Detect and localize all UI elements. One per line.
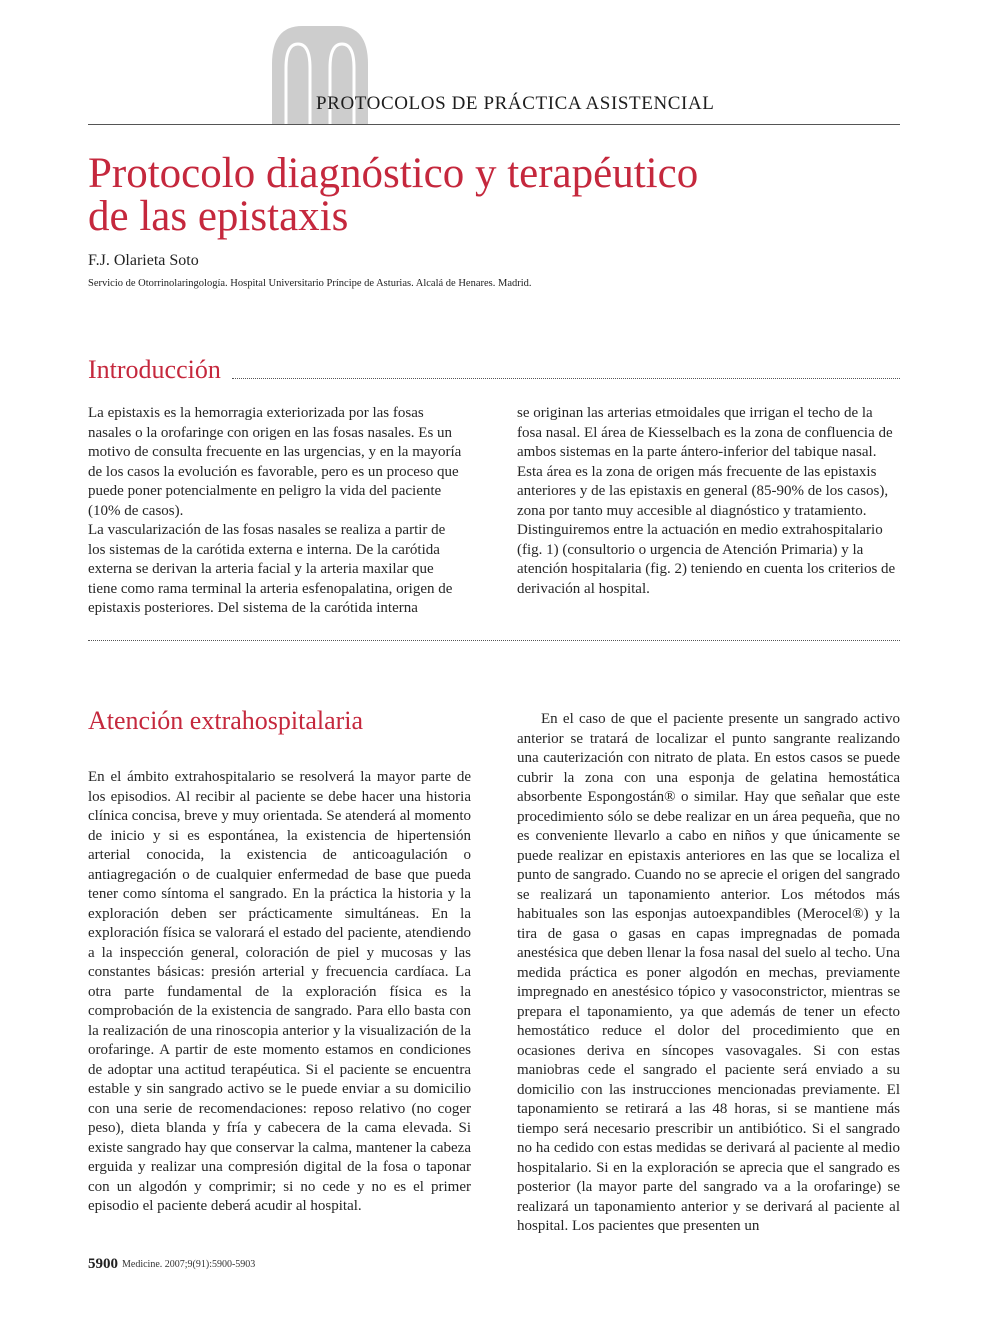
intro-bottom-dotted-rule [88, 640, 900, 641]
intro-left-paragraph-2: La vascularización de las fosas nasales se realiza a partir de los sistemas de la carótida externa e interna. De la carótida externa se derivan la arteria facial y la arteria maxilar que tiene como rama terminal la arteria esfenopalatina, origen de epistaxis posteriores. Del sistema de la carótida interna [88, 522, 453, 616]
affiliation: Servicio de Otorrinolaringología. Hospital Universitario Príncipe de Asturias. Alcalá de Henares. Madrid. [88, 278, 532, 289]
intro-right-paragraph-2: Distinguiremos entre la actuación en medio extrahospitalario (fig. 1) (consultorio o urgencia de Atención Primaria) y la atención hospitalaria (fig. 2) teniendo en cuenta los criterios de derivación al hospital. [517, 522, 896, 597]
extrahospital-heading: Atención extrahospitalaria [88, 706, 364, 735]
page-number: 5900 [88, 1256, 118, 1272]
intro-right-column [517, 404, 900, 599]
intro-left-column [88, 404, 462, 619]
extrahospital-right-column [517, 710, 900, 1237]
article-title [88, 152, 888, 238]
header-divider [88, 124, 900, 125]
intro-heading-dotted-rule [232, 378, 900, 379]
journal-citation: Medicine. 2007;9(91):5900-5903 [122, 1259, 256, 1270]
extrahospital-left-paragraph: En el ámbito extrahospitalario se resolverá la mayor parte de los episodios. Al recibir al paciente se debe hacer una historia clínica concisa, breve y muy orientada. Se atenderá al momento de inicio y si es espontánea, la existencia de hipertensión arterial conocida, la existencia de anticoagulación o antiagregación o de cualquier enfermedad de base que pueda tener como síntoma el sangrado. En la práctica la historia y la exploración deben ser prácticamente simultáneas. En la exploración física se valorará el estado del paciente, atendiendo a la inspección general, coloración de piel y mucosas y las constantes básicas: presión arterial y frecuencia cardíaca. La otra parte fundamental de la exploración física es la comprobación de la existencia de sangrado. Para ello basta con la realización de una rinoscopia anterior y la visualización de la orofaringe. A partir de este momento estamos en condiciones de adoptar una actitud terapéutica. Si el paciente se encuentra estable y sin sangrado activo se le puede enviar a su domicilio con una serie de recomendaciones: reposo relativo (no coger peso), dieta blanda y fría y cabecera de la cama elevada. Si existe sangrado hay que conservar la calma, mantener la cabeza erguida y realizar una compresión digital de la fosa o taponar con un algodón y comprimir; si no cede y no es el primer episodio el paciente deberá acudir al hospital. [88, 769, 471, 1214]
title-line-2: de las epistaxis [88, 193, 349, 240]
intro-right-paragraph-1: se originan las arterias etmoidales que irrigan el techo de la fosa nasal. El área de Kiesselbach es la zona de confluencia de ambos sistemas en la parte ántero-inferior del tabique nasal. Esta área es la zona de origen más frecuente de las epistaxis anteriores y de las epistaxis en general (85-90% de los casos), zona por tanto muy accesible al diagnóstico y tratamiento. [517, 405, 893, 519]
section-label: PROTOCOLOS DE PRÁCTICA ASISTENCIAL [316, 93, 715, 114]
title-line-1: Protocolo diagnóstico y terapéutico [88, 150, 699, 197]
intro-left-paragraph-1: La epistaxis es la hemorragia exteriorizada por las fosas nasales o la orofaringe con origen en las fosas nasales. Es un motivo de consulta frecuente en las urgencias, y en la mayoría de los casos la evolución es favorable, pero es un proceso que puede poner potencialmente en peligro la vida del paciente (10% de casos). [88, 405, 462, 519]
extrahospital-left-column [88, 768, 471, 1217]
extrahospital-right-paragraph: En el caso de que el paciente presente un sangrado activo anterior se tratará de localizar el punto sangrante realizando una cauterización con nitrato de plata. En estos casos se puede cubrir la zona con una esponja de gelatina hemostática absorbente Espongostán® o similar. Hay que señalar que este procedimiento sólo se debe realizar en un área pequeña, que no es conveniente llevarlo a cabo en niños y que únicamente se puede realizar en epistaxis anteriores en las que se localiza el punto de sangrado. Cuando no se aprecie el origen del sangrado se realizará un taponamiento anterior. Los métodos más habituales son las esponjas autoexpandibles (Merocel®) y la tira de gasa o gasas en capas impregnadas de pomada anestésica que deben llenar la fosa nasal del suelo al techo. Una medida práctica es poner algodón en mechas, previamente impregnado en anestésico tópico y vasoconstrictor, mientras se prepara el taponamiento, ya que además de tener un efecto hemostático reduce el dolor del procedimiento que en ocasiones deriva en síncopes vasovagales. Si con estas maniobras cede el sangrado el paciente será enviado a su domicilio con las instrucciones mencionadas previamente. El taponamiento se retirará a las 48 horas, si se mantiene más tiempo será necesario prescribir un antibiótico. Si el sangrado no ha cedido con estas medidas se derivará al paciente al medio hospitalario. Si en la exploración se aprecia que el sangrado es posterior (la mayor parte del sangrado va a la orofaringe) se realizará un taponamiento anterior y se derivará al paciente al hospital. Los pacientes que presenten un [517, 711, 900, 1234]
author: F.J. Olarieta Soto [88, 252, 199, 269]
intro-heading: Introducción [88, 355, 221, 384]
